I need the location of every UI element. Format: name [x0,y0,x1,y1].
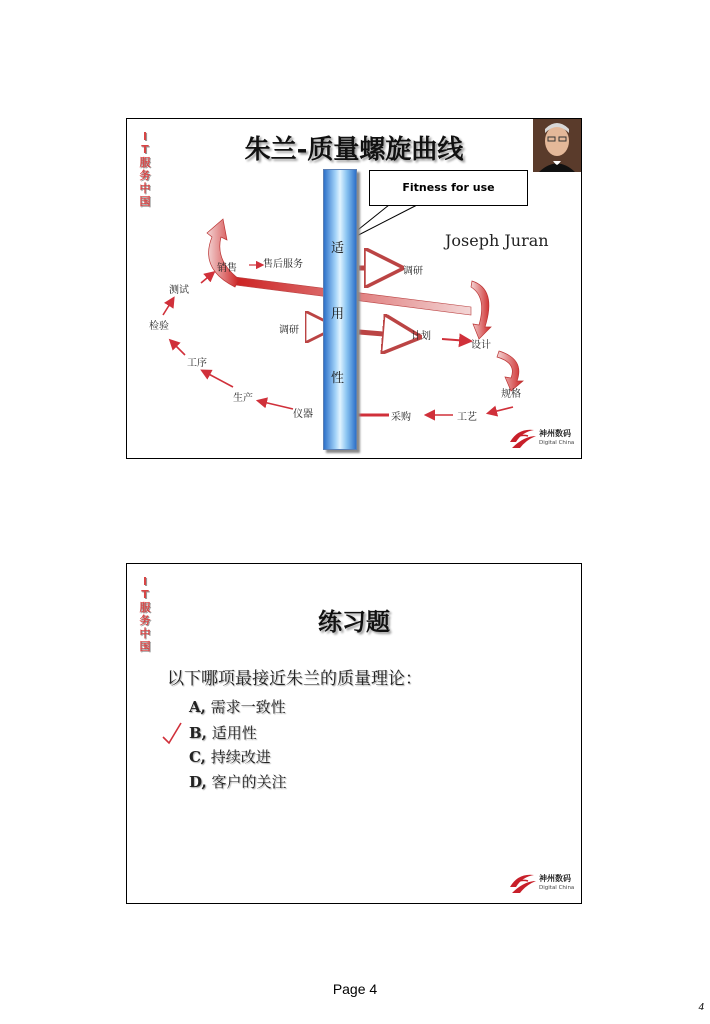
label-after-sales: 售后服务 [263,259,303,270]
option-letter: A, [189,698,206,716]
brand-char: 国 [139,195,151,208]
pillar-char: 用 [331,307,345,322]
option-text: 适用性 [211,724,257,742]
brand-char: 国 [139,640,151,653]
digital-china-logo-icon [508,871,538,895]
logo-text-cn: 神州数码 [539,874,571,883]
label-design: 设计 [471,340,491,351]
label-research-right: 调研 [403,266,423,277]
label-specification: 规格 [501,389,521,400]
label-production: 生产 [233,393,253,404]
brand-char: T [141,588,149,601]
option-text: 需求一致性 [210,698,286,716]
option-c [189,746,271,767]
brand-char: 务 [139,169,151,182]
label-inspection: 检验 [149,321,169,332]
brand-char: 服 [139,601,151,614]
label-craft: 工艺 [457,412,477,423]
question-text: 以下哪项最接近朱兰的质量理论： [167,669,422,689]
label-planning: 计划 [411,331,431,342]
author-name: Joseph Juran [445,231,549,250]
option-text: 客户的关注 [211,773,287,791]
digital-china-logo-icon [508,426,538,450]
brand-char: T [141,143,149,156]
digital-china-logo [508,426,580,452]
option-a [189,696,286,717]
option-letter: B, [189,724,207,742]
slide-juran-spiral [126,118,582,459]
logo-text-en: Digital China [539,885,575,891]
brand-char: I [142,575,148,588]
logo-text-en: Digital China [539,440,575,446]
label-sales: 销售 [217,263,237,274]
option-letter: D, [189,773,207,791]
brand-char: 务 [139,614,151,627]
slide-title: 朱兰-质量螺旋曲线 [244,135,464,165]
checkmark-icon [161,721,183,747]
pillar-char: 性 [331,371,345,386]
pillar-char: 适 [331,241,345,256]
brand-char: 服 [139,156,151,169]
option-text: 持续改进 [210,748,271,766]
page-label: Page 4 [332,981,378,997]
label-process: 工序 [187,358,207,369]
option-b [189,722,257,743]
label-procurement: 采购 [391,412,411,423]
callout-fitness-for-use: Fitness for use [369,170,528,206]
page-number: 4 [698,1001,704,1013]
label-instrument: 仪器 [293,409,313,420]
option-letter: C, [189,748,206,766]
brand-char: I [142,130,148,143]
brand-char: 中 [139,182,151,195]
slide-title: 练习题 [318,607,390,636]
brand-char: 中 [139,627,151,640]
logo-text-cn: 神州数码 [539,429,571,438]
label-testing: 测试 [169,285,189,296]
label-research-left: 调研 [279,325,299,336]
slide-exercise [126,563,582,904]
digital-china-logo [508,871,580,897]
option-d [189,771,287,792]
